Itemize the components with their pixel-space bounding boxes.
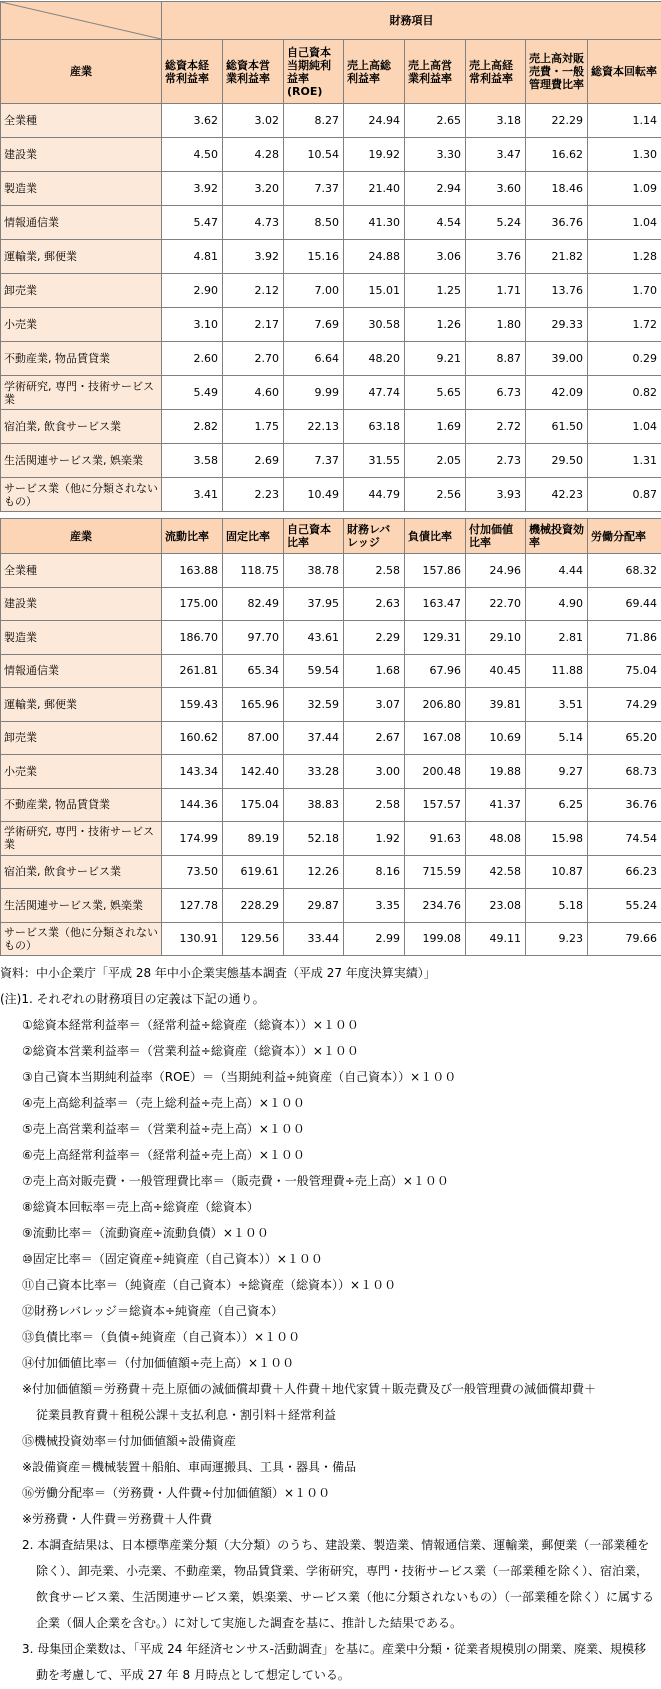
- value-cell: 0.82: [588, 376, 661, 410]
- value-cell: 5.49: [162, 376, 223, 410]
- value-cell: 157.86: [405, 554, 466, 588]
- value-cell: 1.70: [588, 274, 661, 308]
- financial-items-header: 財務項目: [162, 2, 661, 40]
- value-cell: 206.80: [405, 688, 466, 722]
- table-row: [1, 172, 661, 206]
- column-header: 売上高対販売費・一般管理費比率: [526, 40, 588, 104]
- value-cell: 3.10: [162, 308, 223, 342]
- industry-cell: 生活関連サービス業, 娯楽業: [1, 889, 162, 923]
- value-cell: 2.23: [223, 478, 284, 512]
- value-cell: 41.30: [344, 206, 405, 240]
- value-cell: 48.08: [466, 822, 526, 856]
- value-cell: 13.76: [526, 274, 588, 308]
- definition-line: ⑮機械投資効率＝付加価値額÷設備資産: [22, 1434, 237, 1448]
- value-cell: 29.50: [526, 444, 588, 478]
- value-cell: 48.20: [344, 342, 405, 376]
- value-cell: 24.96: [466, 554, 526, 588]
- value-cell: 3.60: [466, 172, 526, 206]
- value-cell: 8.50: [284, 206, 344, 240]
- value-cell: 43.61: [284, 621, 344, 655]
- value-cell: 5.65: [405, 376, 466, 410]
- value-cell: 715.59: [405, 855, 466, 889]
- column-header: 負債比率: [405, 519, 466, 554]
- industry-cell: 情報通信業: [1, 206, 162, 240]
- value-cell: 0.29: [588, 342, 661, 376]
- value-cell: 10.54: [284, 138, 344, 172]
- value-cell: 118.75: [223, 554, 284, 588]
- table-row: [1, 206, 661, 240]
- value-cell: 6.73: [466, 376, 526, 410]
- value-cell: 22.29: [526, 104, 588, 138]
- value-cell: 2.99: [344, 922, 405, 956]
- value-cell: 44.79: [344, 478, 405, 512]
- value-cell: 3.51: [526, 688, 588, 722]
- diagonal-line-icon: [1, 2, 161, 39]
- definition-line: ⑧総資本回転率＝売上高÷総資産（総資本）: [22, 1200, 259, 1214]
- value-cell: 2.58: [344, 788, 405, 822]
- value-cell: 1.25: [405, 274, 466, 308]
- value-cell: 8.87: [466, 342, 526, 376]
- value-cell: 200.48: [405, 755, 466, 789]
- value-cell: 6.64: [284, 342, 344, 376]
- table-row: [1, 587, 661, 621]
- value-cell: 167.08: [405, 721, 466, 755]
- value-cell: 10.69: [466, 721, 526, 755]
- value-cell: 42.09: [526, 376, 588, 410]
- value-cell: 1.68: [344, 654, 405, 688]
- value-cell: 66.23: [588, 855, 661, 889]
- value-cell: 1.04: [588, 410, 661, 444]
- value-cell: 5.47: [162, 206, 223, 240]
- value-cell: 68.73: [588, 755, 661, 789]
- value-cell: 42.23: [526, 478, 588, 512]
- value-cell: 2.29: [344, 621, 405, 655]
- value-cell: 1.71: [466, 274, 526, 308]
- value-cell: 127.78: [162, 889, 223, 923]
- value-cell: 91.63: [405, 822, 466, 856]
- value-cell: 82.49: [223, 587, 284, 621]
- definition-line: ※付加価値額＝労務費＋売上原価の減価償却費＋人件費＋地代家賃＋販売費及び一般管理費の減価償却費＋: [22, 1382, 597, 1396]
- value-cell: 36.76: [526, 206, 588, 240]
- value-cell: 3.07: [344, 688, 405, 722]
- value-cell: 4.28: [223, 138, 284, 172]
- industry-cell: 小売業: [1, 308, 162, 342]
- industry-cell: 不動産業, 物品賃貸業: [1, 342, 162, 376]
- value-cell: 63.18: [344, 410, 405, 444]
- note-3: 3. 母集団企業数は、「平成 24 年経済センサス‐活動調査」を基に。産業中分類・従業者規模別の開業、廃業、規模移動を考慮して、平成 27 年 8 月時点として想定している。: [22, 1642, 647, 1682]
- value-cell: 38.78: [284, 554, 344, 588]
- value-cell: 2.82: [162, 410, 223, 444]
- column-header: 総資本営業利益率: [223, 40, 284, 104]
- value-cell: 2.69: [223, 444, 284, 478]
- value-cell: 4.60: [223, 376, 284, 410]
- table-row: [1, 240, 661, 274]
- industry-cell: 生活関連サービス業, 娯楽業: [1, 444, 162, 478]
- value-cell: 144.36: [162, 788, 223, 822]
- industry-cell: 宿泊業, 飲食サービス業: [1, 410, 162, 444]
- value-cell: 59.54: [284, 654, 344, 688]
- value-cell: 4.44: [526, 554, 588, 588]
- industry-cell: 卸売業: [1, 274, 162, 308]
- table-row: [1, 444, 661, 478]
- industry-cell: 宿泊業, 飲食サービス業: [1, 855, 162, 889]
- value-cell: 3.20: [223, 172, 284, 206]
- definition-line: ⑩固定比率＝（固定資産÷純資産（自己資本））×１００: [22, 1252, 323, 1266]
- industry-cell: 建設業: [1, 138, 162, 172]
- value-cell: 165.96: [223, 688, 284, 722]
- value-cell: 1.31: [588, 444, 661, 478]
- value-cell: 163.47: [405, 587, 466, 621]
- value-cell: 7.37: [284, 172, 344, 206]
- industry-cell: 情報通信業: [1, 654, 162, 688]
- industry-cell: 小売業: [1, 755, 162, 789]
- value-cell: 40.45: [466, 654, 526, 688]
- value-cell: 9.99: [284, 376, 344, 410]
- note-1-heading: (注)1. それぞれの財務項目の定義は下記の通り。: [0, 992, 265, 1006]
- value-cell: 2.65: [405, 104, 466, 138]
- industry-cell: 学術研究, 専門・技術サービス業: [1, 822, 162, 856]
- value-cell: 3.06: [405, 240, 466, 274]
- definition-line: ⑪自己資本比率＝（純資産（自己資本）÷総資産（総資本））×１００: [22, 1278, 397, 1292]
- financial-structure-table: [0, 518, 661, 956]
- value-cell: 23.08: [466, 889, 526, 923]
- value-cell: 12.26: [284, 855, 344, 889]
- value-cell: 199.08: [405, 922, 466, 956]
- industry-cell: サービス業（他に分類されないもの）: [1, 922, 162, 956]
- industry-cell: 製造業: [1, 621, 162, 655]
- table-row: [1, 822, 661, 856]
- industry-cell: 製造業: [1, 172, 162, 206]
- value-cell: 2.17: [223, 308, 284, 342]
- value-cell: 38.83: [284, 788, 344, 822]
- value-cell: 2.94: [405, 172, 466, 206]
- value-cell: 4.50: [162, 138, 223, 172]
- value-cell: 24.88: [344, 240, 405, 274]
- value-cell: 29.10: [466, 621, 526, 655]
- column-header: 総資本経常利益率: [162, 40, 223, 104]
- definition-line: ⑦売上高対販売費・一般管理費比率＝（販売費・一般管理費÷売上高）×１００: [22, 1174, 449, 1188]
- column-header: 自己資本比率: [284, 519, 344, 554]
- value-cell: 3.47: [466, 138, 526, 172]
- column-header: 売上高総利益率: [344, 40, 405, 104]
- value-cell: 47.74: [344, 376, 405, 410]
- value-cell: 21.82: [526, 240, 588, 274]
- column-header: 財務レバレッジ: [344, 519, 405, 554]
- corner-cell: [1, 2, 162, 40]
- table-row: [1, 478, 661, 512]
- value-cell: 2.56: [405, 478, 466, 512]
- value-cell: 39.00: [526, 342, 588, 376]
- column-header: 固定比率: [223, 519, 284, 554]
- value-cell: 74.54: [588, 822, 661, 856]
- value-cell: 30.58: [344, 308, 405, 342]
- value-cell: 22.13: [284, 410, 344, 444]
- value-cell: 9.27: [526, 755, 588, 789]
- table-row: [1, 410, 661, 444]
- value-cell: 175.04: [223, 788, 284, 822]
- table-row: [1, 654, 661, 688]
- value-cell: 2.73: [466, 444, 526, 478]
- column-header: 売上高営業利益率: [405, 40, 466, 104]
- definition-line: ③自己資本当期純利益率（ROE）＝（当期純利益÷純資産（自己資本））×１００: [22, 1070, 457, 1084]
- value-cell: 2.72: [466, 410, 526, 444]
- value-cell: 39.81: [466, 688, 526, 722]
- value-cell: 29.33: [526, 308, 588, 342]
- value-cell: 3.18: [466, 104, 526, 138]
- value-cell: 71.86: [588, 621, 661, 655]
- value-cell: 5.24: [466, 206, 526, 240]
- industry-cell: 全業種: [1, 554, 162, 588]
- value-cell: 2.60: [162, 342, 223, 376]
- value-cell: 261.81: [162, 654, 223, 688]
- table-row: [1, 274, 661, 308]
- source-note: 資料：中小企業庁「平成 28 年中小企業実態基本調査（平成 27 年度決算実績）」: [0, 966, 436, 980]
- value-cell: 142.40: [223, 755, 284, 789]
- value-cell: 67.96: [405, 654, 466, 688]
- table-row: [1, 688, 661, 722]
- profitability-table: [0, 1, 661, 512]
- value-cell: 163.88: [162, 554, 223, 588]
- table-row: [1, 855, 661, 889]
- value-cell: 3.92: [162, 172, 223, 206]
- note-2: 2. 本調査結果は、日本標準産業分類（大分類）のうち、建設業、製造業、情報通信業、運輸業，郵便業（一部業種を除く）、卸売業、小売業、不動産業，物品賃貸業、学術研究，専門・技術サービス業（一部業種を除く）、宿泊業，飲食サービス業、生活関連サービス業，娯楽業、サービス業（他に分類されないもの）（一部業種を除く）に属する企業（個人企業を含む。）に対して実施した調査を基に、推計した結果である。: [22, 1538, 655, 1630]
- value-cell: 21.40: [344, 172, 405, 206]
- value-cell: 1.72: [588, 308, 661, 342]
- definition-line: ⑫財務レバレッジ＝総資本÷純資産（自己資本）: [22, 1304, 284, 1318]
- value-cell: 2.70: [223, 342, 284, 376]
- value-cell: 2.67: [344, 721, 405, 755]
- value-cell: 4.81: [162, 240, 223, 274]
- value-cell: 31.55: [344, 444, 405, 478]
- value-cell: 3.02: [223, 104, 284, 138]
- value-cell: 15.01: [344, 274, 405, 308]
- definition-line: ⑨流動比率＝（流動資産÷流動負債）×１００: [22, 1226, 269, 1240]
- industry-cell: 建設業: [1, 587, 162, 621]
- industry-cell: 不動産業, 物品賃貸業: [1, 788, 162, 822]
- definition-line: ※設備資産＝機械装置＋船舶、車両運搬具、工具・器具・備品: [22, 1460, 357, 1474]
- value-cell: 3.30: [405, 138, 466, 172]
- column-header: 売上高経常利益率: [466, 40, 526, 104]
- value-cell: 7.37: [284, 444, 344, 478]
- value-cell: 129.31: [405, 621, 466, 655]
- definition-line: ⑤売上高営業利益率＝（営業利益÷売上高）×１００: [22, 1122, 305, 1136]
- value-cell: 24.94: [344, 104, 405, 138]
- value-cell: 143.34: [162, 755, 223, 789]
- value-cell: 37.95: [284, 587, 344, 621]
- value-cell: 1.75: [223, 410, 284, 444]
- value-cell: 3.62: [162, 104, 223, 138]
- table-row: [1, 554, 661, 588]
- value-cell: 2.58: [344, 554, 405, 588]
- value-cell: 1.69: [405, 410, 466, 444]
- value-cell: 4.54: [405, 206, 466, 240]
- value-cell: 619.61: [223, 855, 284, 889]
- value-cell: 19.88: [466, 755, 526, 789]
- value-cell: 33.28: [284, 755, 344, 789]
- definition-line: ④売上高総利益率＝（売上総利益÷売上高）×１００: [22, 1096, 305, 1110]
- value-cell: 89.19: [223, 822, 284, 856]
- value-cell: 2.05: [405, 444, 466, 478]
- value-cell: 10.49: [284, 478, 344, 512]
- value-cell: 29.87: [284, 889, 344, 923]
- column-header: 自己資本当期純利益率(ROE): [284, 40, 344, 104]
- value-cell: 36.76: [588, 788, 661, 822]
- definitions-list: [0, 1012, 661, 1532]
- notes-section: [0, 960, 661, 1688]
- value-cell: 87.00: [223, 721, 284, 755]
- value-cell: 73.50: [162, 855, 223, 889]
- value-cell: 3.35: [344, 889, 405, 923]
- definition-line: ⑯労働分配率＝（労務費・人件費÷付加価値額）×１００: [22, 1486, 331, 1500]
- table-row: [1, 621, 661, 655]
- value-cell: 186.70: [162, 621, 223, 655]
- value-cell: 7.00: [284, 274, 344, 308]
- value-cell: 15.98: [526, 822, 588, 856]
- value-cell: 3.41: [162, 478, 223, 512]
- definition-line: ⑥売上高経常利益率＝（経常利益÷売上高）×１００: [22, 1148, 305, 1162]
- value-cell: 52.18: [284, 822, 344, 856]
- table-row: [1, 138, 661, 172]
- value-cell: 3.93: [466, 478, 526, 512]
- value-cell: 4.90: [526, 587, 588, 621]
- industry-cell: サービス業（他に分類されないもの）: [1, 478, 162, 512]
- value-cell: 5.14: [526, 721, 588, 755]
- value-cell: 1.80: [466, 308, 526, 342]
- definition-line: ⑬負債比率＝（負債÷純資産（自己資本））×１００: [22, 1330, 301, 1344]
- value-cell: 2.63: [344, 587, 405, 621]
- value-cell: 0.87: [588, 478, 661, 512]
- value-cell: 3.00: [344, 755, 405, 789]
- value-cell: 9.21: [405, 342, 466, 376]
- value-cell: 129.56: [223, 922, 284, 956]
- value-cell: 8.27: [284, 104, 344, 138]
- value-cell: 234.76: [405, 889, 466, 923]
- value-cell: 10.87: [526, 855, 588, 889]
- value-cell: 55.24: [588, 889, 661, 923]
- value-cell: 37.44: [284, 721, 344, 755]
- value-cell: 65.34: [223, 654, 284, 688]
- industry-cell: 運輸業, 郵便業: [1, 240, 162, 274]
- value-cell: 2.81: [526, 621, 588, 655]
- definition-line: ※労務費・人件費＝労務費＋人件費: [22, 1512, 213, 1526]
- value-cell: 32.59: [284, 688, 344, 722]
- value-cell: 65.20: [588, 721, 661, 755]
- value-cell: 19.92: [344, 138, 405, 172]
- value-cell: 1.09: [588, 172, 661, 206]
- value-cell: 6.25: [526, 788, 588, 822]
- value-cell: 79.66: [588, 922, 661, 956]
- value-cell: 8.16: [344, 855, 405, 889]
- industry-cell: 学術研究, 専門・技術サービス業: [1, 376, 162, 410]
- value-cell: 33.44: [284, 922, 344, 956]
- value-cell: 41.37: [466, 788, 526, 822]
- column-header: 機械投資効率: [526, 519, 588, 554]
- definition-line: ⑭付加価値比率＝（付加価値額÷売上高）×１００: [22, 1356, 295, 1370]
- value-cell: 11.88: [526, 654, 588, 688]
- value-cell: 7.69: [284, 308, 344, 342]
- value-cell: 1.26: [405, 308, 466, 342]
- value-cell: 49.11: [466, 922, 526, 956]
- value-cell: 42.58: [466, 855, 526, 889]
- value-cell: 3.58: [162, 444, 223, 478]
- column-header: 流動比率: [162, 519, 223, 554]
- value-cell: 22.70: [466, 587, 526, 621]
- value-cell: 175.00: [162, 587, 223, 621]
- column-header: 労働分配率: [588, 519, 661, 554]
- table-row: [1, 342, 661, 376]
- value-cell: 61.50: [526, 410, 588, 444]
- value-cell: 68.32: [588, 554, 661, 588]
- value-cell: 160.62: [162, 721, 223, 755]
- value-cell: 3.76: [466, 240, 526, 274]
- column-header: 付加価値比率: [466, 519, 526, 554]
- value-cell: 1.04: [588, 206, 661, 240]
- value-cell: 130.91: [162, 922, 223, 956]
- value-cell: 97.70: [223, 621, 284, 655]
- table-row: [1, 922, 661, 956]
- table-row: [1, 104, 661, 138]
- industry-header: 産業: [1, 40, 162, 104]
- definition-line: ②総資本営業利益率＝（営業利益÷総資産（総資本））×１００: [22, 1044, 359, 1058]
- table-row: [1, 788, 661, 822]
- value-cell: 1.14: [588, 104, 661, 138]
- value-cell: 2.12: [223, 274, 284, 308]
- table-row: [1, 889, 661, 923]
- table-row: [1, 755, 661, 789]
- column-header: 総資本回転率: [588, 40, 661, 104]
- value-cell: 228.29: [223, 889, 284, 923]
- value-cell: 9.23: [526, 922, 588, 956]
- value-cell: 4.73: [223, 206, 284, 240]
- value-cell: 174.99: [162, 822, 223, 856]
- value-cell: 159.43: [162, 688, 223, 722]
- value-cell: 1.28: [588, 240, 661, 274]
- value-cell: 5.18: [526, 889, 588, 923]
- value-cell: 18.46: [526, 172, 588, 206]
- table-row: [1, 308, 661, 342]
- value-cell: 16.62: [526, 138, 588, 172]
- definition-line: ①総資本経常利益率＝（経常利益÷総資産（総資本））×１００: [22, 1018, 359, 1032]
- industry-cell: 全業種: [1, 104, 162, 138]
- definition-line: 従業員教育費＋租税公課＋支払利息・割引料＋経常利益: [36, 1408, 337, 1422]
- value-cell: 3.92: [223, 240, 284, 274]
- value-cell: 2.90: [162, 274, 223, 308]
- industry-header: 産業: [1, 519, 162, 554]
- value-cell: 15.16: [284, 240, 344, 274]
- value-cell: 157.57: [405, 788, 466, 822]
- value-cell: 1.30: [588, 138, 661, 172]
- value-cell: 74.29: [588, 688, 661, 722]
- value-cell: 75.04: [588, 654, 661, 688]
- industry-cell: 卸売業: [1, 721, 162, 755]
- table-row: [1, 721, 661, 755]
- table-row: [1, 376, 661, 410]
- industry-cell: 運輸業, 郵便業: [1, 688, 162, 722]
- value-cell: 69.44: [588, 587, 661, 621]
- value-cell: 1.92: [344, 822, 405, 856]
